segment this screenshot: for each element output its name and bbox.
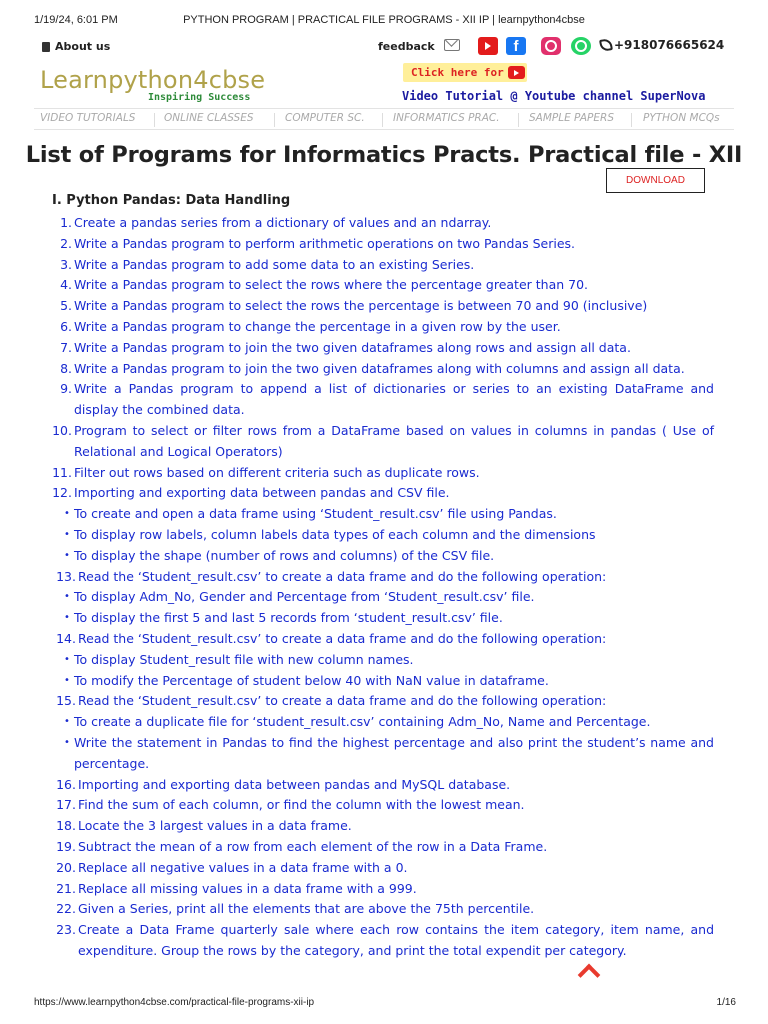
list-item-text: Create a pandas series from a dictionary of values and an ndarray. bbox=[74, 215, 492, 230]
list-item-text: Given a Series, print all the elements that are above the 75th percentile. bbox=[78, 901, 535, 917]
list-item bbox=[52, 359, 714, 380]
list-item bbox=[52, 463, 714, 484]
list-marker: 2. bbox=[60, 235, 72, 251]
list-item-text: Locate the 3 largest values in a data frame. bbox=[78, 818, 352, 834]
print-header bbox=[0, 14, 768, 30]
list-item-text: Create a Data Frame quarterly sale where each row contains the item category, item name, and expenditure. Group the rows by the category, and print the total expendit per category. bbox=[78, 922, 714, 958]
section-heading: I. Python Pandas: Data Handling bbox=[52, 193, 291, 208]
list-item bbox=[52, 338, 714, 359]
print-page-number: 1/16 bbox=[716, 997, 736, 1008]
nav-sample-papers[interactable]: SAMPLE PAPERS bbox=[529, 112, 614, 124]
list-item-text: Filter out rows based on different criteria such as duplicate rows. bbox=[74, 464, 480, 480]
list-item-text: To create and open a data frame using ‘Student_result.csv’ file using Pandas. bbox=[74, 506, 557, 522]
whatsapp-icon[interactable] bbox=[571, 37, 591, 55]
list-marker: 20. bbox=[56, 859, 76, 875]
list-item-text: Program to select or filter rows from a DataFrame based on values in columns in pandas ( Use of Relational and Logical Operators) bbox=[74, 422, 714, 459]
list-item bbox=[52, 837, 714, 858]
print-url: https://www.learnpython4cbse.com/practical-file-programs-xii-ip bbox=[34, 997, 315, 1008]
bullet-item bbox=[52, 587, 714, 608]
list-item-text: Write a Pandas program to select the rows where the percentage greater than 70. bbox=[74, 277, 589, 293]
list-marker: • bbox=[64, 736, 70, 748]
list-marker: 1. bbox=[60, 215, 72, 230]
list-item-text: Subtract the mean of a row from each element of the row in a Data Frame. bbox=[78, 838, 548, 854]
video-tutorial-text: Video Tutorial @ Youtube channel SuperNova bbox=[402, 89, 706, 103]
list-marker: • bbox=[64, 653, 70, 665]
list-item bbox=[52, 691, 714, 712]
list-marker: 21. bbox=[56, 880, 76, 896]
download-button[interactable]: DOWNLOAD bbox=[606, 168, 705, 193]
bullet-item bbox=[52, 546, 714, 567]
list-marker: 12. bbox=[52, 485, 72, 501]
list-marker: 7. bbox=[60, 339, 72, 355]
nav-video-tutorials[interactable]: VIDEO TUTORIALS bbox=[40, 112, 136, 124]
list-marker: 8. bbox=[60, 360, 72, 376]
phone-link[interactable] bbox=[600, 38, 724, 52]
list-item-text: To display the first 5 and last 5 records from ‘student_result.csv’ file. bbox=[74, 610, 503, 626]
list-marker: 3. bbox=[60, 256, 72, 272]
list-marker: • bbox=[64, 674, 70, 686]
list-marker: 19. bbox=[56, 838, 76, 854]
click-here-youtube-button[interactable] bbox=[403, 63, 527, 82]
list-item-text: Importing and exporting data between pandas and MySQL database. bbox=[78, 776, 511, 792]
list-item-text: Write a Pandas program to append a list of dictionaries or series to an existing DataFrame and display the combined data. bbox=[74, 381, 714, 418]
list-item-text: Write a Pandas program to select the rows the percentage is between 70 and 90 (inclusive) bbox=[74, 298, 648, 314]
list-marker: • bbox=[64, 549, 70, 561]
list-item bbox=[52, 899, 714, 920]
youtube-icon bbox=[508, 66, 525, 79]
page-title: List of Programs for Informatics Practs. Practical file - XII bbox=[25, 142, 743, 168]
phone-icon bbox=[599, 38, 613, 52]
list-item-text: To create a duplicate file for ‘student_result.csv’ containing Adm_No, Name and Percentage. bbox=[74, 714, 651, 730]
list-item bbox=[52, 920, 714, 962]
main-nav bbox=[34, 108, 734, 130]
list-item-text: To display Student_result file with new column names. bbox=[74, 651, 414, 667]
bullet-item bbox=[52, 733, 714, 775]
list-item bbox=[52, 858, 714, 879]
list-marker: 23. bbox=[56, 922, 76, 938]
list-item-text: To modify the Percentage of student below 40 with NaN value in dataframe. bbox=[74, 672, 549, 688]
bullet-item bbox=[52, 650, 714, 671]
list-item bbox=[52, 816, 714, 837]
list-item-text: Importing and exporting data between pandas and CSV file. bbox=[74, 485, 450, 501]
list-marker: 15. bbox=[56, 693, 76, 709]
list-item-text: Read the ‘Student_result.csv’ to create a data frame and do the following operation: bbox=[78, 630, 607, 646]
list-item-text: Write a Pandas program to join the two given dataframes along rows and assign all data. bbox=[74, 339, 631, 355]
list-marker: • bbox=[64, 508, 70, 520]
nav-informatics-prac[interactable]: INFORMATICS PRAC. bbox=[393, 112, 500, 124]
list-item bbox=[52, 879, 714, 900]
list-item-text: Write a Pandas program to join the two given dataframes along with columns and assign all data. bbox=[74, 360, 685, 376]
list-item bbox=[52, 483, 714, 504]
scroll-to-top-icon[interactable] bbox=[578, 964, 600, 978]
nav-python-mcqs[interactable]: PYTHON MCQs bbox=[643, 112, 720, 124]
facebook-icon[interactable]: f bbox=[506, 37, 526, 55]
list-marker: 9. bbox=[60, 381, 72, 397]
nav-divider bbox=[382, 113, 383, 127]
list-item bbox=[52, 379, 714, 421]
list-item bbox=[52, 296, 714, 317]
list-marker: 16. bbox=[56, 776, 76, 792]
list-item bbox=[52, 213, 714, 234]
program-list bbox=[52, 213, 714, 962]
nav-divider bbox=[631, 113, 632, 127]
bullet-item bbox=[52, 525, 714, 546]
instagram-icon[interactable] bbox=[541, 37, 561, 55]
list-marker: 17. bbox=[56, 797, 76, 813]
youtube-icon[interactable] bbox=[478, 37, 498, 55]
list-marker: 14. bbox=[56, 630, 76, 646]
list-marker: • bbox=[64, 591, 70, 603]
list-item-text: Write a Pandas program to perform arithmetic operations on two Pandas Series. bbox=[74, 235, 576, 251]
list-item-text: Read the ‘Student_result.csv’ to create a data frame and do the following operation: bbox=[78, 693, 607, 709]
nav-computer-sc[interactable]: COMPUTER SC. bbox=[285, 112, 365, 124]
feedback-link[interactable]: feedback bbox=[378, 40, 435, 53]
list-item bbox=[52, 255, 714, 276]
list-marker: 4. bbox=[60, 277, 72, 293]
bullet-item bbox=[52, 608, 714, 629]
top-bar bbox=[34, 36, 734, 60]
list-marker: 5. bbox=[60, 298, 72, 314]
list-item bbox=[52, 775, 714, 796]
list-marker: 18. bbox=[56, 818, 76, 834]
list-marker: 11. bbox=[52, 464, 72, 480]
list-item bbox=[52, 275, 714, 296]
list-item-text: Replace all missing values in a data frame with a 999. bbox=[78, 880, 417, 896]
list-item bbox=[52, 629, 714, 650]
list-item-text: Read the ‘Student_result.csv’ to create a data frame and do the following operation: bbox=[78, 568, 607, 584]
print-page-title: PYTHON PROGRAM | PRACTICAL FILE PROGRAMS - XII IP | learnpython4cbse bbox=[183, 14, 585, 26]
about-us-label: About us bbox=[55, 40, 111, 53]
about-us-link[interactable] bbox=[42, 40, 110, 53]
click-here-label: Click here for bbox=[411, 66, 504, 79]
list-marker: 10. bbox=[52, 422, 72, 438]
nav-divider bbox=[154, 113, 155, 127]
mail-icon[interactable] bbox=[444, 39, 460, 51]
list-item-text: To display the shape (number of rows and columns) of the CSV file. bbox=[74, 547, 495, 563]
list-marker: 22. bbox=[56, 901, 76, 917]
list-item bbox=[52, 317, 714, 338]
site-tagline: Inspiring Success bbox=[148, 92, 251, 103]
bullet-item bbox=[52, 504, 714, 525]
list-marker: 6. bbox=[60, 318, 72, 334]
nav-divider bbox=[274, 113, 275, 127]
list-item bbox=[52, 421, 714, 463]
list-item-text: Write the statement in Pandas to find the highest percentage and also print the student’s name and percentage. bbox=[74, 734, 714, 771]
list-item-text: Replace all negative values in a data frame with a 0. bbox=[78, 859, 408, 875]
bullet-item bbox=[52, 671, 714, 692]
list-item bbox=[52, 567, 714, 588]
site-logo[interactable]: Learnpython4cbse bbox=[40, 66, 266, 94]
nav-divider bbox=[518, 113, 519, 127]
list-item-text: To display row labels, column labels data types of each column and the dimensions bbox=[74, 526, 596, 542]
list-marker: • bbox=[64, 716, 70, 728]
nav-online-classes[interactable]: ONLINE CLASSES bbox=[164, 112, 254, 124]
phone-number: +918076665624 bbox=[614, 38, 725, 52]
list-item-text: Write a Pandas program to add some data to an existing Series. bbox=[74, 256, 475, 272]
list-item bbox=[52, 795, 714, 816]
list-marker: • bbox=[64, 528, 70, 540]
list-item-text: Write a Pandas program to change the percentage in a given row by the user. bbox=[74, 318, 561, 334]
list-marker: 13. bbox=[56, 568, 76, 584]
print-date: 1/19/24, 6:01 PM bbox=[34, 14, 118, 26]
list-item-text: To display Adm_No, Gender and Percentage from ‘Student_result.csv’ file. bbox=[74, 589, 535, 605]
list-item bbox=[52, 234, 714, 255]
document-icon bbox=[42, 42, 50, 52]
list-marker: • bbox=[64, 612, 70, 624]
list-item-text: Find the sum of each column, or find the column with the lowest mean. bbox=[78, 797, 525, 813]
bullet-item bbox=[52, 712, 714, 733]
